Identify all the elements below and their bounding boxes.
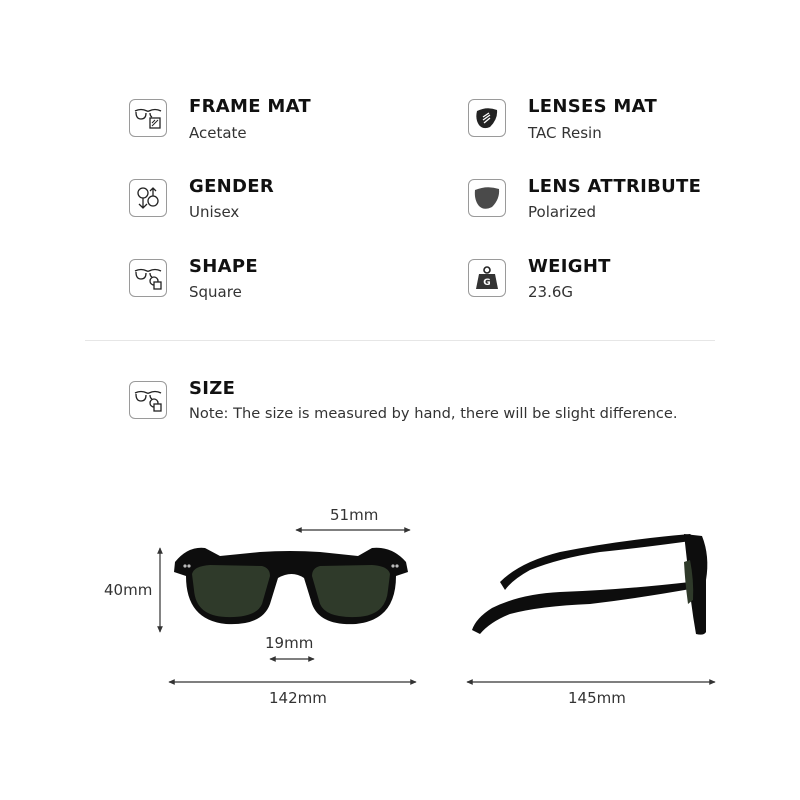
frame-mat-title: FRAME MAT	[189, 96, 311, 117]
glasses-size-icon	[133, 387, 163, 413]
lens-width-label: 51mm	[330, 506, 379, 524]
glasses-side-image	[472, 534, 707, 635]
shape-value: Square	[189, 283, 242, 301]
lens-attribute-title: LENS ATTRIBUTE	[528, 176, 702, 197]
weight-icon-box	[468, 259, 506, 297]
lenses-mat-icon-box	[468, 99, 506, 137]
gender-value: Unisex	[189, 203, 240, 221]
gender-icon-box	[129, 179, 167, 217]
size-note: Note: The size is measured by hand, there will be slight difference.	[189, 405, 678, 422]
lenses-mat-title: LENSES MAT	[528, 96, 658, 117]
bridge-label: 19mm	[265, 634, 314, 652]
shape-title: SHAPE	[189, 256, 258, 277]
gender-icon	[134, 184, 162, 212]
weight-value: 23.6G	[528, 283, 574, 301]
glasses-front-image	[174, 548, 408, 624]
glasses-frame-icon	[133, 105, 163, 131]
lens-icon	[473, 185, 501, 211]
size-icon-box	[129, 381, 167, 419]
weight-title: WEIGHT	[528, 256, 611, 277]
glasses-shape-icon	[133, 265, 163, 291]
weight-icon	[473, 264, 501, 292]
lens-attribute-value: Polarized	[528, 203, 597, 221]
frame-mat-value: Acetate	[189, 124, 247, 142]
lens-material-icon	[474, 105, 500, 131]
shape-icon-box	[129, 259, 167, 297]
lens-attribute-icon-box	[468, 179, 506, 217]
size-title: SIZE	[189, 378, 236, 399]
gender-title: GENDER	[189, 176, 275, 197]
frame-mat-icon-box	[129, 99, 167, 137]
lens-height-label: 40mm	[104, 581, 153, 599]
section-divider	[85, 340, 715, 341]
temple-length-label: 145mm	[568, 689, 626, 707]
front-view-diagram	[0, 490, 440, 720]
frame-width-label: 142mm	[269, 689, 327, 707]
lenses-mat-value: TAC Resin	[528, 124, 602, 142]
weight-icon-letter: G	[483, 278, 491, 288]
